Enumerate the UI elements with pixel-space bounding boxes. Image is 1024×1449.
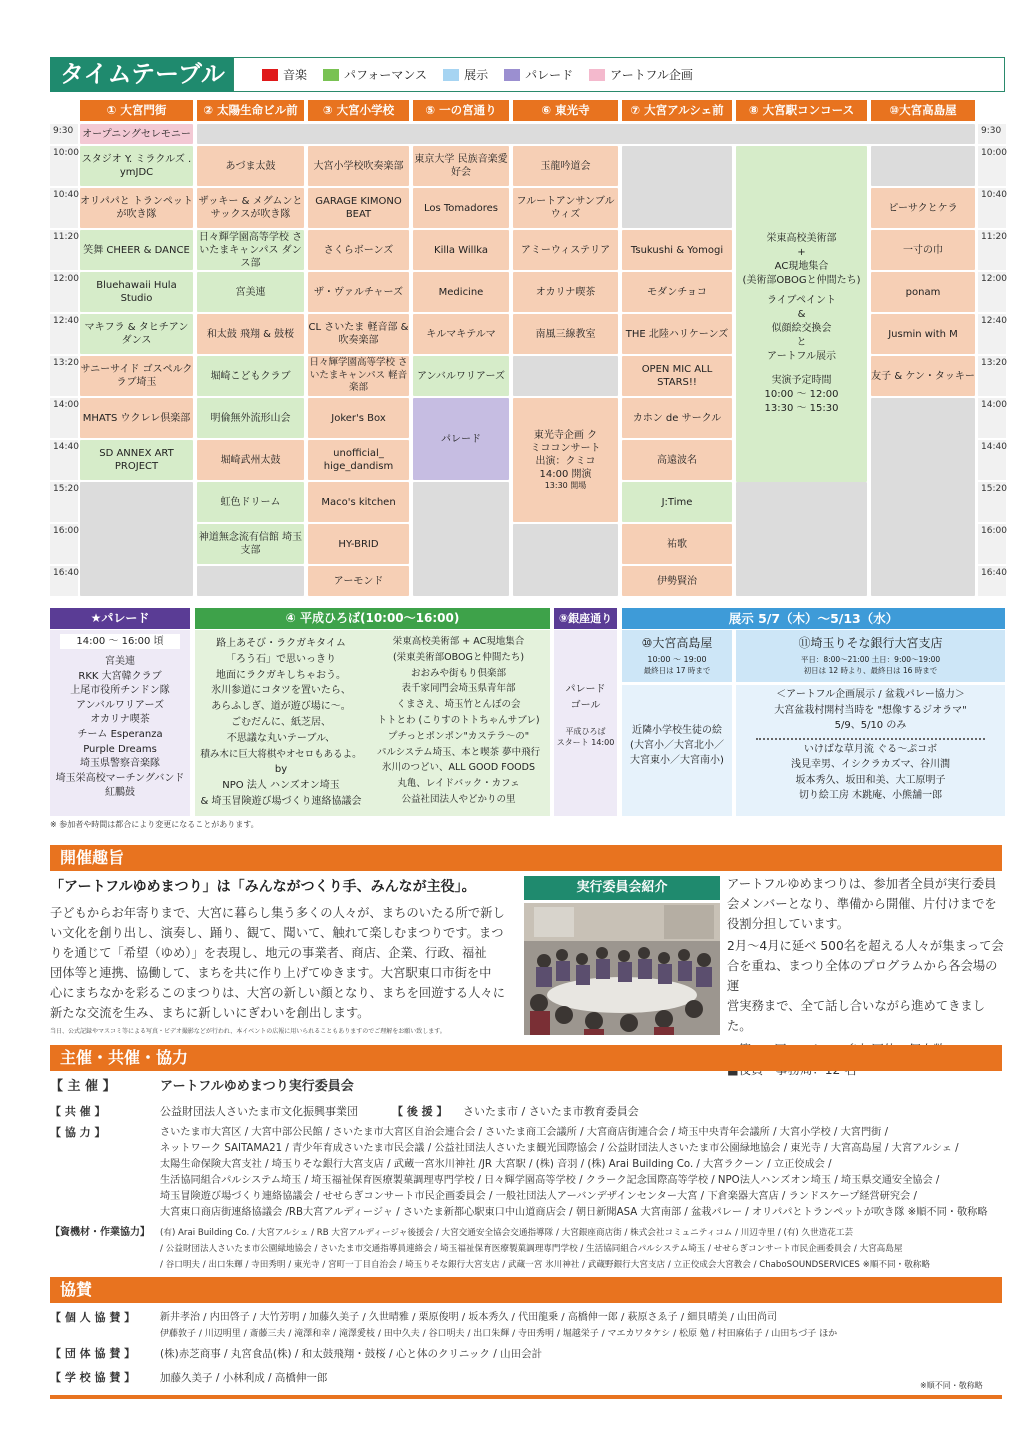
list-item: 紅鵬鼓 [105, 787, 135, 799]
legend-parade: パレード [504, 66, 573, 83]
slot: 友子 & ケン・タッキー [871, 356, 975, 396]
kyosan-kojin [160, 1310, 1005, 1342]
slot: Medicine [413, 272, 509, 312]
slot-label: 似顔絵交換会 [771, 323, 832, 334]
list-item: 近隣小学校生徒の絵 [632, 725, 722, 736]
list-item: 公益社団法人やどかりの里 [401, 793, 516, 805]
slot-label: 栄東高校美術部 [766, 233, 837, 244]
list-item: 路上あそび・ラクガキタイム [216, 638, 346, 649]
col-header-ichinomiya: ⑤ 一の宮通り [413, 100, 509, 121]
slot: MHATS ウクレレ倶楽部 [80, 398, 193, 438]
slot: 笑舞 CHEER & DANCE [80, 230, 193, 270]
col-header-concourse: ⑧ 大宮駅コンコース [736, 100, 867, 121]
text-line: 2月～4月に延べ 500名を超える人々が集まって会 [727, 939, 1004, 953]
slot-label: ライブペイント [767, 295, 836, 306]
photo-note: 当日、公式記録やマスコミ等による写真・ビデオ撮影などが行われ、本イベントの広報に用いられることもありますのでご理解をお願い致します。 [50, 1028, 446, 1035]
legend [233, 57, 1005, 92]
list-item: くまさえ、埼玉竹とんぼの会 [396, 699, 521, 711]
slot: 伊勢賢治 [622, 566, 732, 596]
slot: THE 北陸ハリケーンズ [622, 314, 732, 354]
org-koen-label: 【 後 援 】 [392, 1105, 448, 1118]
org-koen: さいたま市 / さいたま市教育委員会 [463, 1105, 639, 1118]
list-item: & 埼玉冒険遊び場づくり連絡協議会 [200, 795, 362, 807]
tenji-takashimaya [622, 630, 732, 682]
list-item: 地面にラクガキしちゃおう。 [216, 669, 346, 681]
slot: Joker's Box [308, 398, 409, 438]
time-label: 16:00 [978, 524, 1006, 564]
parade-panel [50, 630, 190, 816]
slot: スタジオ Y. ミラクルズ . ymJDC [80, 146, 193, 186]
kyosan-dantai-label: 【 団 体 協 賛 】 [50, 1347, 136, 1360]
text-line: (有) Arai Building Co. / 大宮アルシェ / RB 大宮アルディージャ後援会 / 大宮交通安全協会交通指導隊 / 大宮銀座商店街 / 株式会社コミュニティコム / 川辺寺里 / (有) 久世造花工芸 [160, 1228, 854, 1238]
slot: 堀崎武州太鼓 [197, 440, 304, 480]
parade-header: ★パレード [50, 608, 190, 629]
slot-tokoji-concert [513, 398, 618, 522]
list-item: アンバルワリアーズ [75, 699, 165, 711]
time-label: 11:20 [978, 230, 1006, 270]
org-shusai-label: 【 主 催 】 [50, 1079, 116, 1094]
slot: Maco's kitchen [308, 482, 409, 522]
ginza-start: 平成ひろば [565, 727, 606, 736]
time-label: 14:40 [50, 440, 78, 480]
slot: モダンチョコ [622, 272, 732, 312]
list-item: RKK 大宮韓クラブ [78, 670, 162, 682]
kyosan-gakko: 加藤久美子 / 小林利成 / 高橋伸一郎 [160, 1372, 328, 1384]
slot-empty [871, 146, 975, 186]
text-line: 伊藤敦子 / 川辺明里 / 斎藤三夫 / 滝澤和幸 / 滝澤愛枝 / 田中久夫 / 谷口明夫 / 出口朱輝 / 寺田秀明 / 堀越栄子 / マエカワタケシ / 松原 勉 / 村田麻佑子 / 山田ちづ子 ほか [160, 1329, 838, 1339]
list-item: チーム Esperanza [77, 728, 163, 740]
time-label: 12:40 [50, 314, 78, 354]
legend-exhibit: 展示 [443, 66, 488, 83]
slot-label: (美術部OBOGと仲間たち) [742, 275, 861, 286]
committee-photo [524, 903, 720, 1035]
slot-label: アートフル展示 [767, 351, 836, 362]
org-kyosai-label: 【 共 催 】 [50, 1105, 106, 1118]
slot-label: + [797, 247, 806, 258]
slot-label: と [796, 337, 807, 348]
slot: 祐歌 [622, 524, 732, 564]
list-item: 切り絵工房 木跳庵、小熊舗一郎 [798, 790, 943, 801]
kyosan-gakko-label: 【 学 校 協 賛 】 [50, 1371, 136, 1384]
list-item: トトとわ (こりすのトトちゃんサブレ) [377, 714, 540, 726]
list-item: 栄東高校美術部 + AC現地集合 [392, 636, 525, 647]
text-line: い文化を創り出し、演奏し、踊り、観て、聞いて、触れて楽しむまつりです。まつ [50, 926, 504, 940]
col-header-arche: ⑦ 大宮アルシェ前 [622, 100, 732, 121]
list-item: オカリナ喫茶 [90, 714, 150, 726]
text-line: / 公益財団法人さいたま市公園緑地協会 / さいたま市交通指導員連絡会 / 埼玉福祉保育医療製菓調理専門学校 / 生活協同組合パルシステム埼玉 / せせらぎコンサート市民企画委員会 / 大宮高島屋 [160, 1244, 903, 1254]
slot: GARAGE KIMONO BEAT [308, 188, 409, 228]
slot-empty [413, 482, 509, 596]
slot: オリパパと トランペットが吹き隊 [80, 188, 193, 228]
hiroba-right [367, 630, 550, 816]
list-item: 大宮東小／大宮南小) [630, 755, 724, 766]
time-label: 14:00 [50, 398, 78, 438]
legend-music: 音楽 [262, 66, 307, 83]
slot: J:Time [622, 482, 732, 522]
purpose-header: 開催趣旨 [50, 845, 1002, 871]
org-shizai-label: 【資機材・作業協力】 [50, 1227, 150, 1238]
slot: Bluehawaii Hula Studio [80, 272, 193, 312]
org-shusai: アートフルゆめまつり実行委員会 [160, 1079, 354, 1094]
tenji-taka-note: 最終日は 17 時まで [643, 666, 711, 675]
parade-list [50, 655, 190, 801]
ginza-panel [554, 630, 617, 816]
slot: unofficial_ hige_dandism [308, 440, 409, 480]
slot: フルートアンサンブル ウィズ [513, 188, 618, 228]
slot: カホン de サークル [622, 398, 732, 438]
list-item: (栄東美術部OBOGと仲間たち) [392, 651, 525, 663]
time-label: 12:00 [978, 272, 1006, 312]
time-label: 13:20 [50, 356, 78, 396]
slot: Tsukushi & Yomogi [622, 230, 732, 270]
legend-artful: アートフル企画 [589, 66, 693, 83]
slot: アミーウィステリア [513, 230, 618, 270]
org-header: 主催・共催・協力 [50, 1045, 1002, 1071]
tenji-kids [622, 685, 732, 816]
slot: 大宮小学校吹奏楽部 [308, 146, 409, 186]
slot-empty [513, 524, 618, 596]
purpose-lead: 「アートフルゆめまつり」は「みんながつくり手、みんなが主役」。 [50, 879, 476, 895]
footer-divider [50, 1395, 1002, 1399]
text-line: 役割分担しています。 [727, 917, 849, 931]
list-item: 大宮盆栽村開村当時を "想像するジオラマ" [774, 704, 967, 716]
col-header-omiya-school: ③ 大宮小学校 [308, 100, 409, 121]
slot: オカリナ喫茶 [513, 272, 618, 312]
kyosan-header: 協賛 [50, 1277, 1002, 1303]
slot: ponam [871, 272, 975, 312]
slot: あづま太鼓 [197, 146, 304, 186]
slot-label: 東光寺企画 クミココンサート 出演：クミコ [530, 429, 601, 467]
list-item: 「ろう石」で思いっきり [226, 653, 336, 665]
time-label: 15:20 [50, 482, 78, 522]
slot: 高遠波名 [622, 440, 732, 480]
text-line: 生活協同組合パルシステム埼玉 / 埼玉福祉保育医療製菓調理専門学校 / 日々輝学園高等学校 / クラーク記念国際高等学校 / NPO法人ハンズオン埼玉 / 埼玉県交通安全協会 / [160, 1175, 940, 1186]
slot-label: 13:30 開場 [544, 480, 587, 490]
timetable-title: タイムテーブル [50, 57, 233, 92]
org-kyoryoku [160, 1125, 1005, 1221]
slot-empty [197, 124, 975, 144]
tenji-header: 展示 5/7（木）～5/13（水） [622, 608, 1005, 629]
text-line: 会メンバーとなり、準備から開催、片付けまでを [727, 897, 997, 911]
legend-performance: パフォーマンス [323, 66, 427, 83]
slot: 和太鼓 飛翔 & 鼓桜 [197, 314, 304, 354]
tenji-taka-title: ⑩大宮高島屋 [641, 636, 713, 650]
slot-label: 実演予定時間 [771, 375, 832, 386]
slot: Los Tomadores [413, 188, 509, 228]
org-kyosai: 公益財団法人さいたま市文化振興事業団 [160, 1105, 358, 1118]
time-label: 11:20 [50, 230, 78, 270]
list-item: 氷川参道にコタツを置いたら、 [211, 685, 351, 697]
slot: Jusmin with M [871, 314, 975, 354]
ginza-header: ⑨銀座通り [554, 608, 617, 629]
col-header-omiya-kado: ① 大宮門街 [80, 100, 193, 121]
time-label: 10:40 [50, 188, 78, 228]
slot-empty [622, 146, 732, 228]
list-item: 坂本秀久、坂田和美、大工原明子 [795, 774, 946, 786]
slot: 南風三線教室 [513, 314, 618, 354]
slot-empty [80, 482, 193, 596]
tenji-resona-title: ⑪埼玉りそな銀行大宮支店 [798, 636, 943, 650]
time-label: 10:40 [978, 188, 1006, 228]
col-header-taiyo: ② 太陽生命ビル前 [197, 100, 304, 121]
slot: 日々輝学園高等学校 さいたまキャンパス 軽音楽部 [308, 356, 409, 396]
text-line: 団体等と連携、協働して、まちを共に作り上げてゆきます。大宮駅東口市街を中 [50, 966, 492, 980]
committee-header: 実行委員会紹介 [524, 876, 720, 900]
text-line: 埼玉冒険遊び場づくり連絡協議会 / せせらぎコンサート市民企画委員会 / 一般社団法人アーバンデザインセンター大宮 / 下倉楽器大宮店 / ランドスケープ経営研究会 / [160, 1191, 917, 1202]
list-item: Purple Dreams [83, 743, 157, 755]
tenji-bonsai [736, 685, 1005, 816]
slot-label: 13:30 ～ 15:30 [764, 403, 839, 414]
time-label: 15:20 [978, 482, 1006, 522]
slot-empty [197, 566, 304, 596]
slot: OPEN MIC ALL STARS!! [622, 356, 732, 396]
list-item: 積み木に巨大将棋やオセロもあるよ。 [200, 748, 362, 760]
list-item: 浅見幸男、イシクラカズマ、谷川潤 [791, 759, 950, 770]
org-shizai [160, 1225, 1005, 1273]
slot-empty [736, 482, 867, 596]
hiroba-panel [195, 630, 550, 816]
time-label: 12:40 [978, 314, 1006, 354]
slot-opening: オープニングセレモニー [80, 124, 193, 144]
col-header-tokoji: ⑥ 東光寺 [513, 100, 618, 121]
hiroba-header: ④ 平成ひろば(10:00～16:00) [195, 608, 550, 629]
time-label: 14:00 [978, 398, 1006, 438]
time-label: 16:40 [50, 566, 78, 596]
kyosan-dantai: (株)赤芝商事 / 丸宮食品(株) / 和太鼓飛翔・鼓桜 / 心と体のクリニック / 山田会計 [160, 1348, 543, 1360]
slot: 一寸の巾 [871, 230, 975, 270]
kyosan-kojin-label: 【 個 人 協 賛 】 [50, 1311, 136, 1324]
tenji-resona [736, 630, 1005, 682]
time-label: 9:30 [978, 124, 1006, 144]
list-item: 氷川のつどい、ALL GOOD FOODS [381, 762, 536, 774]
slot-label: & [797, 309, 806, 320]
slot: Killa Willka [413, 230, 509, 270]
list-item: NPO 法人 ハンズオン埼玉 [222, 780, 340, 792]
text-line: 新たな交流を生み、まちに新しいにぎわいを創出します。 [50, 1006, 370, 1020]
list-item: 5/9、5/10 のみ [834, 720, 907, 731]
time-label: 16:00 [50, 524, 78, 564]
text-line: アートフルゆめまつりは、参加者全員が実行委員 [727, 877, 997, 891]
tenji-taka-time: 10:00 ～ 19:00 [647, 655, 707, 664]
schedule-note: ※ 参加者や時間は都合により変更になることがあります。 [50, 820, 259, 829]
slot: ザッキー & メグムンと サックスが吹き隊 [197, 188, 304, 228]
slot: 堀崎こどもクラブ [197, 356, 304, 396]
slot: SD ANNEX ART PROJECT [80, 440, 193, 480]
slot: さくらボーンズ [308, 230, 409, 270]
list-item: パルシステム埼玉、本と喫茶 夢中飛行 [376, 746, 541, 758]
list-item: 不思議な丸いテーブル、 [226, 732, 336, 744]
slot: 虹色ドリーム [197, 482, 304, 522]
tenji-resona-time: 平日：8:00～21:00 土日：9:00～19:00 [800, 655, 941, 664]
ginza-goal: ゴール [570, 700, 601, 711]
list-item: 埼玉県警察音楽隊 [80, 758, 160, 770]
list-item: おおみや街もり倶楽部 [410, 667, 506, 679]
slot: マキフラ & タヒチアンダンス [80, 314, 193, 354]
slot: アンバルワリアーズ [413, 356, 509, 396]
text-line: / 谷口明夫 / 出口朱輝 / 寺田秀明 / 東光寺 / 宮町一丁目自治会 / 埼玉りそな銀行大宮支店 / 武蔵一宮 氷川神社 / 武蔵野銀行大宮支店 / 立正佼成会大宮教会 / ChaboSOUNDSERVICES ※順不同・敬称略 [160, 1260, 930, 1270]
col-header-takashimaya: ⑩大宮高島屋 [871, 100, 975, 121]
slot: 玉龍吟道会 [513, 146, 618, 186]
list-item: 表千家同門会埼玉県青年部 [401, 683, 516, 695]
slot: CL さいたま 軽音部 & 吹奏楽部 [308, 314, 409, 354]
slot: サニーサイド ゴスペルクラブ埼玉 [80, 356, 193, 396]
org-kyoryoku-label: 【 協 力 】 [50, 1126, 106, 1139]
hiroba-left [195, 630, 367, 816]
ginza-parade: パレード [565, 684, 606, 695]
time-label: 10:00 [978, 146, 1006, 186]
parade-time: 14:00 ～ 16:00 頃 [60, 634, 180, 649]
slot: ザ・ヴァルチャーズ [308, 272, 409, 312]
slot: 東京大学 民族音楽愛好会 [413, 146, 509, 186]
time-label: 9:30 [50, 124, 78, 144]
time-label: 14:40 [978, 440, 1006, 480]
kyosan-note: ※順不同・敬称略 [920, 1381, 983, 1390]
list-item: プチっとポンポン"カステラ〜の" [387, 730, 530, 742]
list-item: 上尾市役所チンドン隊 [70, 685, 170, 697]
slot-empty [513, 356, 618, 396]
slot: 明倫無外流形山会 [197, 398, 304, 438]
text-line: 新井孝治 / 内田啓子 / 大竹芳明 / 加藤久美子 / 久世晴雅 / 栗原俊明 / 坂本秀久 / 代田龍乗 / 高橋伸一郎 / 萩原さゑ子 / 細貝晴美 / 山田尚司 [160, 1312, 777, 1323]
list-item: いけばな草月流 ぐる～ぷコボ [756, 738, 985, 758]
list-item: 丸亀、レイドバック・カフェ [397, 778, 520, 790]
text-line: ネットワーク SAITAMA21 / 青少年育成さいたま市民会議 / 公益社団法人さいたま観光国際協会 / 公益財団法人さいたま市公園緑地協会 / 東光寺 / 大宮高島屋 / 大宮アルシェ / [160, 1143, 959, 1154]
text-line: 営実務まで、全て話し合いながら進めてきました。 [727, 999, 985, 1033]
list-item: by [274, 764, 288, 776]
ginza-start-time: スタート 14:00 [556, 738, 615, 747]
time-label: 10:00 [50, 146, 78, 186]
text-line: 大宮東口商店街連絡協議会 /RB大宮アルディージャ / さいたま新都心駅東口中山道商店会 / 朝日新聞ASA 大宮南部 / 盆栽パレー / オリパパとトランペットが吹き隊 ※順不同・敬称略 [160, 1207, 988, 1218]
list-item: ごむだんに、紙芝居、 [231, 716, 331, 728]
text-line: 子どもからお年寄りまで、大宮に暮らし集う多くの人々が、まちのいたる所で新し [50, 906, 505, 920]
slot: HY-BRID [308, 524, 409, 564]
slot-parade: パレード [413, 398, 509, 480]
tenji-resona-note: 初日は 12 時より、最終日は 16 時まで [803, 666, 938, 675]
slot: キルマキテルマ [413, 314, 509, 354]
slot: アーモンド [308, 566, 409, 596]
time-label: 12:00 [50, 272, 78, 312]
time-label: 16:40 [978, 566, 1006, 596]
slot: ピーサクとケラ [871, 188, 975, 228]
slot: 宮美連 [197, 272, 304, 312]
text-line: 太陽生命保険大宮支社 / 埼玉りそな銀行大宮支店 / 武蔵一宮氷川神社 /JR 大宮駅 / (株) 音羽 / (株) Arai Building Co. / 大宮ラクーン / 立正佼成会 / [160, 1159, 832, 1170]
slot: 神道無念流有信館 埼玉支部 [197, 524, 304, 564]
slot-label: AC現地集合 [774, 261, 829, 272]
purpose-body [50, 903, 520, 1023]
text-line: さいたま市大宮区 / 大宮中部公民館 / さいたま市大宮区自治会連合会 / さいたま商工会議所 / 大宮商店街連合会 / 埼玉中央青年会議所 / 大宮小学校 / 大宮門街 / [160, 1127, 889, 1138]
meeting-photo-icon [524, 903, 720, 1035]
list-item: あらふしぎ、道が遊び場に〜。 [211, 701, 351, 713]
list-item: ＜アートフル企画展示 / 盆栽パレー協力＞ [776, 689, 965, 700]
text-line: りを通じて「希望（ゆめ）」を表現し、地元の事業者、商店、企業、行政、福祉 [50, 946, 487, 960]
list-item: 埼玉栄高校マーチングバンド [55, 772, 185, 784]
slot: 日々輝学園高等学校 さいたまキャンパス ダンス部 [198, 231, 303, 269]
slot-empty [871, 398, 975, 596]
slot-label: 14:00 開演 [539, 468, 592, 480]
text-line: 合を重ね、まつり全体のプログラムから各会場の運 [727, 959, 998, 993]
time-label: 13:20 [978, 356, 1006, 396]
slot-concourse [736, 146, 867, 482]
slot-label: 10:00 ～ 12:00 [764, 389, 839, 400]
list-item: (大宮小／大宮北小／ [630, 740, 724, 751]
text-line: 心にまちなかを彩るこのまつりは、大宮の新しい顔となり、まちを回遊する人々に [50, 986, 505, 1000]
list-item: 宮美連 [105, 656, 135, 667]
